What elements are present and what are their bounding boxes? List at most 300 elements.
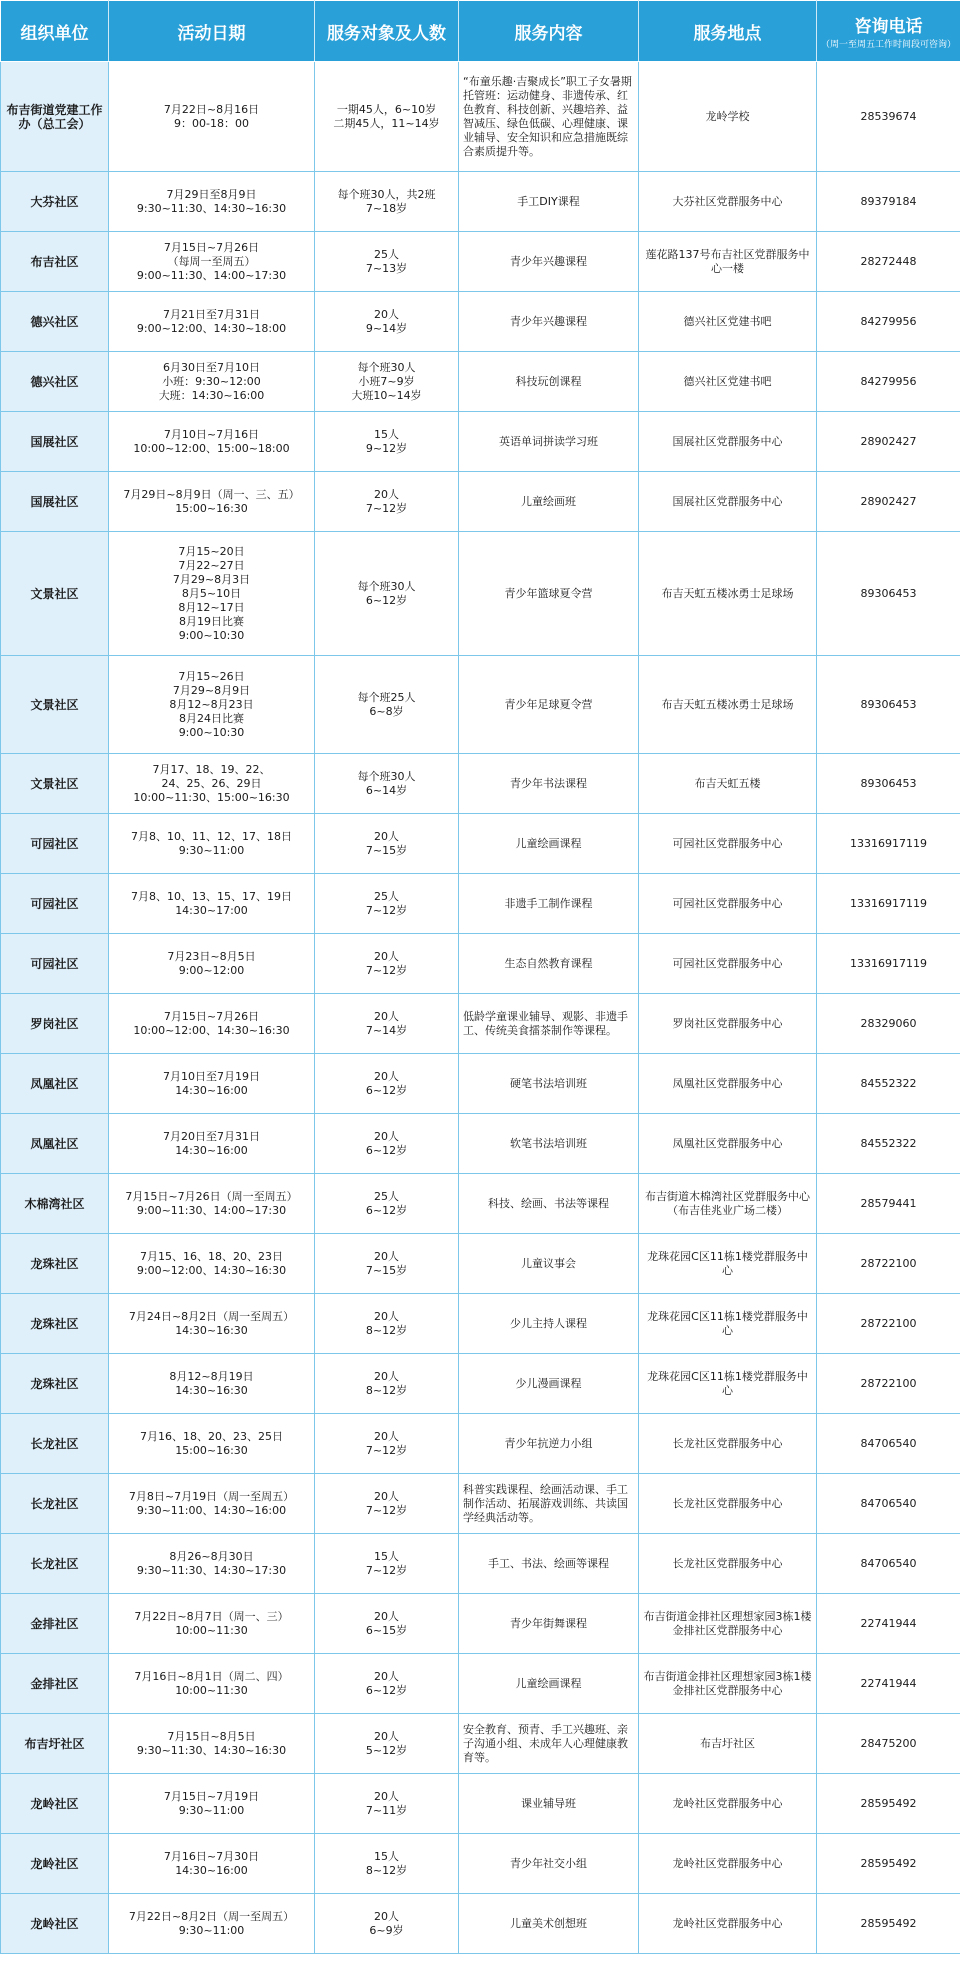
target-line: 7~12岁 <box>365 501 408 515</box>
place-text: 龙珠花园C区11栋1楼党群服务中心 <box>647 1309 808 1337</box>
phone-number: 13316917119 <box>850 896 927 910</box>
content-cell <box>459 172 639 232</box>
org-name: 长龙社区 <box>30 1496 79 1511</box>
content-cell <box>459 1534 639 1594</box>
place-text: 龙珠花园C区11栋1楼党群服务中心 <box>647 1369 808 1397</box>
target-line: 20人 <box>374 1009 399 1023</box>
content-cell <box>459 754 639 814</box>
target-line: 8~12岁 <box>365 1863 408 1877</box>
target-cell <box>315 352 459 412</box>
target-line: 6~12岁 <box>365 1083 408 1097</box>
phone-number: 28595492 <box>860 1796 917 1810</box>
date-cell <box>109 1294 315 1354</box>
org-name: 金排社区 <box>30 1676 79 1691</box>
org-name: 木棉湾社区 <box>24 1196 85 1211</box>
target-line: 15人 <box>374 1549 399 1563</box>
date-cell <box>109 1834 315 1894</box>
date-cell <box>109 472 315 532</box>
date-line: 7月20日至7月31日 <box>163 1129 260 1143</box>
date-line: 7月29~8月9日 <box>172 683 251 697</box>
content-text: 儿童议事会 <box>521 1256 576 1270</box>
org-name: 龙珠社区 <box>30 1256 79 1271</box>
date-line: 8月12~8月19日 <box>169 1369 254 1383</box>
phone-number: 28475200 <box>860 1736 917 1750</box>
place-text: 凤凰社区党群服务中心 <box>672 1136 783 1150</box>
content-text: 手工DIY课程 <box>517 194 580 208</box>
phone-cell <box>817 1534 960 1594</box>
place-cell <box>639 1774 817 1834</box>
date-line: 7月22~27日 <box>178 558 245 572</box>
target-cell <box>315 814 459 874</box>
phone-cell <box>817 532 960 656</box>
date-cell <box>109 874 315 934</box>
org-name: 龙岭社区 <box>30 1916 79 1931</box>
org-cell <box>1 62 109 172</box>
phone-number: 84552322 <box>860 1136 917 1150</box>
org-cell <box>1 352 109 412</box>
date-line: 10:00~11:30 <box>175 1623 248 1637</box>
org-cell <box>1 1714 109 1774</box>
target-cell <box>315 1534 459 1594</box>
place-cell <box>639 1714 817 1774</box>
target-line: 8~12岁 <box>365 1323 408 1337</box>
place-cell <box>639 1474 817 1534</box>
date-line: 7月29~8月3日 <box>172 572 251 586</box>
org-cell <box>1 1234 109 1294</box>
target-line: 一期45人，6~10岁 <box>336 102 437 116</box>
target-line: 20人 <box>374 1309 399 1323</box>
date-line: 7月23日~8月5日 <box>167 949 256 963</box>
date-line: 7月22日~8月2日（周一至周五） <box>128 1909 295 1923</box>
target-line: 20人 <box>374 307 399 321</box>
date-line: 7月22日~8月16日 <box>163 102 260 116</box>
phone-cell <box>817 1414 960 1474</box>
target-line: 7~15岁 <box>365 843 408 857</box>
target-line: 7~12岁 <box>365 963 408 977</box>
date-cell <box>109 1114 315 1174</box>
date-line: 10:00~12:00、15:00~18:00 <box>133 441 290 455</box>
date-line: 9:30~11:00 <box>178 1803 245 1817</box>
place-cell <box>639 292 817 352</box>
org-name: 布吉社区 <box>30 254 79 269</box>
place-text: 布吉街道金排社区理想家园3栋1楼金排社区党群服务中心 <box>643 1609 812 1637</box>
date-line: 14:30~16:00 <box>175 1863 248 1877</box>
content-text: 青少年书法课程 <box>510 776 587 790</box>
org-cell <box>1 1534 109 1594</box>
date-cell <box>109 1774 315 1834</box>
table-row <box>1 1714 960 1774</box>
place-text: 布吉天虹五楼 <box>694 776 761 790</box>
place-cell <box>639 1354 817 1414</box>
date-cell <box>109 1234 315 1294</box>
content-cell <box>459 1414 639 1474</box>
phone-cell <box>817 412 960 472</box>
header-row <box>1 1 960 62</box>
date-line: 10:00~12:00、14:30~16:30 <box>133 1023 290 1037</box>
phone-number: 28272448 <box>860 254 917 268</box>
target-line: 20人 <box>374 487 399 501</box>
place-cell <box>639 1114 817 1174</box>
table-row <box>1 1354 960 1414</box>
place-text: 布吉天虹五楼冰勇士足球场 <box>661 586 794 600</box>
org-cell <box>1 1474 109 1534</box>
org-name: 金排社区 <box>30 1616 79 1631</box>
phone-number: 84552322 <box>860 1076 917 1090</box>
place-cell <box>639 1234 817 1294</box>
target-line: 7~11岁 <box>365 1803 408 1817</box>
date-line: 14:30~16:30 <box>175 1383 248 1397</box>
target-line: 大班10~14岁 <box>351 388 422 402</box>
target-line: 20人 <box>374 1909 399 1923</box>
table-row <box>1 1174 960 1234</box>
place-cell <box>639 1654 817 1714</box>
target-line: 20人 <box>374 1369 399 1383</box>
target-cell <box>315 1894 459 1954</box>
header-phone <box>817 1 960 62</box>
target-line: 20人 <box>374 949 399 963</box>
content-text: 儿童美术创想班 <box>510 1916 587 1930</box>
content-text: 安全教育、预青、手工兴趣班、亲子沟通小组、未成年人心理健康教育等。 <box>463 1722 628 1764</box>
phone-number: 28539674 <box>860 109 917 123</box>
content-text: 英语单词拼读学习班 <box>499 434 598 448</box>
content-text: 科技、绘画、书法等课程 <box>488 1196 609 1210</box>
target-line: 7~12岁 <box>365 903 408 917</box>
content-cell <box>459 994 639 1054</box>
phone-number: 84706540 <box>860 1436 917 1450</box>
table-row <box>1 232 960 292</box>
header-date-label: 活动日期 <box>177 23 246 44</box>
target-line: 7~13岁 <box>365 261 408 275</box>
header-phone-label: 咨询电话 <box>854 16 923 37</box>
phone-cell <box>817 1834 960 1894</box>
place-text: 龙珠花园C区11栋1楼党群服务中心 <box>647 1249 808 1277</box>
org-cell <box>1 532 109 656</box>
content-cell <box>459 656 639 754</box>
table-body <box>1 62 960 1954</box>
table-row <box>1 352 960 412</box>
place-cell <box>639 874 817 934</box>
target-cell <box>315 1774 459 1834</box>
org-cell <box>1 874 109 934</box>
header-phone-note: （周一至周五工作时间段可咨询） <box>821 39 957 50</box>
phone-cell <box>817 1354 960 1414</box>
phone-number: 89306453 <box>860 697 917 711</box>
phone-number: 28579441 <box>860 1196 917 1210</box>
date-line: 9:00~12:00、14:30~16:30 <box>136 1263 287 1277</box>
date-line: 6月30日至7月10日 <box>163 360 260 374</box>
target-cell <box>315 1594 459 1654</box>
date-line: 7月16日~7月30日 <box>163 1849 260 1863</box>
phone-cell <box>817 1114 960 1174</box>
target-line: 7~12岁 <box>365 1443 408 1457</box>
date-line: 15:00~16:30 <box>175 501 248 515</box>
org-cell <box>1 1294 109 1354</box>
place-text: 布吉街道木棉湾社区党群服务中心（布吉佳兆业广场二楼） <box>645 1189 810 1217</box>
date-line: 14:30~16:00 <box>175 1083 248 1097</box>
content-cell <box>459 412 639 472</box>
date-line: 9:30~11:00 <box>178 843 245 857</box>
table-row <box>1 1534 960 1594</box>
phone-number: 89379184 <box>860 194 917 208</box>
target-cell <box>315 1114 459 1174</box>
phone-cell <box>817 172 960 232</box>
date-cell <box>109 1534 315 1594</box>
table-row <box>1 412 960 472</box>
place-cell <box>639 754 817 814</box>
place-text: 长龙社区党群服务中心 <box>672 1556 783 1570</box>
date-line: 7月22日~8月7日（周一、三） <box>134 1609 289 1623</box>
target-cell <box>315 1174 459 1234</box>
date-line: 7月16、18、20、23、25日 <box>140 1429 283 1443</box>
place-cell <box>639 412 817 472</box>
header-content <box>459 1 639 62</box>
place-text: 龙岭社区党群服务中心 <box>672 1856 783 1870</box>
table-row <box>1 994 960 1054</box>
place-cell <box>639 814 817 874</box>
date-cell <box>109 1594 315 1654</box>
place-cell <box>639 232 817 292</box>
header-place-label: 服务地点 <box>693 23 762 44</box>
place-cell <box>639 1534 817 1594</box>
date-cell <box>109 292 315 352</box>
place-cell <box>639 62 817 172</box>
phone-cell <box>817 1654 960 1714</box>
org-cell <box>1 1894 109 1954</box>
org-cell <box>1 1414 109 1474</box>
phone-number: 89306453 <box>860 776 917 790</box>
org-name: 长龙社区 <box>30 1556 79 1571</box>
org-name: 德兴社区 <box>30 374 79 389</box>
target-cell <box>315 292 459 352</box>
date-line: 7月21日至7月31日 <box>163 307 260 321</box>
target-line: 每个班30人 <box>357 579 416 593</box>
place-text: 德兴社区党建书吧 <box>683 314 772 328</box>
place-cell <box>639 1594 817 1654</box>
content-text: 青少年足球夏令营 <box>504 697 593 711</box>
target-cell <box>315 656 459 754</box>
content-cell <box>459 1774 639 1834</box>
date-line: 大班：14:30~16:00 <box>158 388 265 402</box>
date-line: 7月24日~8月2日（周一至周五） <box>128 1309 295 1323</box>
table-row <box>1 1594 960 1654</box>
content-cell <box>459 1654 639 1714</box>
content-cell <box>459 934 639 994</box>
phone-cell <box>817 352 960 412</box>
org-cell <box>1 1114 109 1174</box>
target-line: 15人 <box>374 427 399 441</box>
date-line: 7月10日~7月16日 <box>163 427 260 441</box>
table-row <box>1 1054 960 1114</box>
org-name: 国展社区 <box>30 434 79 449</box>
content-text: 儿童绘画课程 <box>515 836 582 850</box>
date-line: （每周一至周五） <box>167 254 256 268</box>
header-target-label: 服务对象及人数 <box>327 23 446 44</box>
phone-number: 84279956 <box>860 374 917 388</box>
place-cell <box>639 1054 817 1114</box>
table-row <box>1 934 960 994</box>
date-line: 9:00~10:30 <box>178 725 245 739</box>
place-cell <box>639 472 817 532</box>
place-text: 可园社区党群服务中心 <box>672 896 783 910</box>
header-org-label: 组织单位 <box>20 23 89 44</box>
target-line: 每个班30人 <box>357 769 416 783</box>
target-line: 6~12岁 <box>365 593 408 607</box>
content-cell <box>459 1114 639 1174</box>
date-cell <box>109 352 315 412</box>
target-line: 20人 <box>374 1669 399 1683</box>
place-cell <box>639 172 817 232</box>
date-cell <box>109 62 315 172</box>
target-line: 25人 <box>374 1189 399 1203</box>
phone-number: 84279956 <box>860 314 917 328</box>
content-text: 课业辅导班 <box>521 1796 576 1810</box>
table-row <box>1 472 960 532</box>
place-text: 长龙社区党群服务中心 <box>672 1436 783 1450</box>
target-cell <box>315 1354 459 1414</box>
target-line: 6~12岁 <box>365 1203 408 1217</box>
date-line: 7月15日~7月26日（周一至周五） <box>125 1189 298 1203</box>
date-cell <box>109 1474 315 1534</box>
phone-number: 22741944 <box>860 1616 917 1630</box>
target-cell <box>315 62 459 172</box>
target-line: 20人 <box>374 1609 399 1623</box>
phone-number: 28722100 <box>860 1316 917 1330</box>
content-cell <box>459 1174 639 1234</box>
content-cell <box>459 1354 639 1414</box>
phone-number: 13316917119 <box>850 956 927 970</box>
org-name: 文景社区 <box>30 697 79 712</box>
date-cell <box>109 412 315 472</box>
content-cell <box>459 1234 639 1294</box>
date-cell <box>109 1654 315 1714</box>
place-cell <box>639 934 817 994</box>
content-cell <box>459 1894 639 1954</box>
org-cell <box>1 1354 109 1414</box>
target-cell <box>315 472 459 532</box>
date-line: 14:30~16:30 <box>175 1323 248 1337</box>
phone-cell <box>817 1594 960 1654</box>
content-cell <box>459 1714 639 1774</box>
content-text: 手工、书法、绘画等课程 <box>488 1556 609 1570</box>
content-cell <box>459 62 639 172</box>
target-line: 20人 <box>374 1249 399 1263</box>
table-row <box>1 656 960 754</box>
org-name: 可园社区 <box>30 896 79 911</box>
phone-cell <box>817 1174 960 1234</box>
content-text: 青少年篮球夏令营 <box>504 586 593 600</box>
target-line: 6~14岁 <box>365 783 408 797</box>
table-row <box>1 814 960 874</box>
org-name: 龙岭社区 <box>30 1796 79 1811</box>
org-cell <box>1 1834 109 1894</box>
target-line: 7~12岁 <box>365 1503 408 1517</box>
target-cell <box>315 412 459 472</box>
org-cell <box>1 994 109 1054</box>
org-cell <box>1 1054 109 1114</box>
place-text: 可园社区党群服务中心 <box>672 836 783 850</box>
target-cell <box>315 532 459 656</box>
table-row <box>1 62 960 172</box>
place-cell <box>639 1294 817 1354</box>
place-cell <box>639 532 817 656</box>
phone-cell <box>817 1294 960 1354</box>
content-text: 儿童绘画班 <box>521 494 576 508</box>
date-line: 10:00~11:30 <box>175 1683 248 1697</box>
content-cell <box>459 1054 639 1114</box>
phone-cell <box>817 754 960 814</box>
date-line: 小班：9:30~12:00 <box>162 374 261 388</box>
date-cell <box>109 172 315 232</box>
content-cell <box>459 532 639 656</box>
date-line: 7月15、16、18、20、23日 <box>140 1249 283 1263</box>
target-cell <box>315 934 459 994</box>
date-line: 7月8、10、13、15、17、19日 <box>131 889 292 903</box>
table-row <box>1 292 960 352</box>
phone-number: 28595492 <box>860 1856 917 1870</box>
target-cell <box>315 1414 459 1474</box>
target-cell <box>315 874 459 934</box>
org-name: 可园社区 <box>30 956 79 971</box>
header-place <box>639 1 817 62</box>
target-line: 7~12岁 <box>365 1563 408 1577</box>
content-text: 科技玩创课程 <box>515 374 582 388</box>
phone-cell <box>817 814 960 874</box>
org-cell <box>1 814 109 874</box>
target-cell <box>315 1054 459 1114</box>
target-line: 20人 <box>374 1489 399 1503</box>
date-line: 8月24日比赛 <box>179 711 244 725</box>
place-cell <box>639 1414 817 1474</box>
table-row <box>1 532 960 656</box>
phone-cell <box>817 1894 960 1954</box>
place-text: 大芬社区党群服务中心 <box>672 194 783 208</box>
place-cell <box>639 1834 817 1894</box>
target-line: 6~15岁 <box>365 1623 408 1637</box>
table-row <box>1 1234 960 1294</box>
date-line: 9:00~12:00 <box>178 963 245 977</box>
table-row <box>1 1654 960 1714</box>
org-cell <box>1 472 109 532</box>
content-cell <box>459 1834 639 1894</box>
org-cell <box>1 232 109 292</box>
date-line: 7月15~20日 <box>178 544 245 558</box>
date-cell <box>109 1414 315 1474</box>
date-line: 7月17、18、19、22、 <box>152 762 271 776</box>
content-text: 硬笔书法培训班 <box>510 1076 587 1090</box>
place-text: 凤凰社区党群服务中心 <box>672 1076 783 1090</box>
phone-cell <box>817 1774 960 1834</box>
table-row <box>1 754 960 814</box>
phone-cell <box>817 472 960 532</box>
org-name: 文景社区 <box>30 586 79 601</box>
target-line: 20人 <box>374 1729 399 1743</box>
table-row <box>1 874 960 934</box>
target-line: 20人 <box>374 1069 399 1083</box>
place-text: 莲花路137号布吉社区党群服务中心一楼 <box>645 247 810 275</box>
target-cell <box>315 754 459 814</box>
date-line: 9:30~11:30、14:30~16:30 <box>136 201 287 215</box>
target-line: 20人 <box>374 1429 399 1443</box>
table-row <box>1 1294 960 1354</box>
date-line: 7月16日~8月1日（周二、四） <box>134 1669 289 1683</box>
target-line: 20人 <box>374 829 399 843</box>
phone-cell <box>817 934 960 994</box>
table-row <box>1 1834 960 1894</box>
date-line: 9:30~11:30、14:30~17:30 <box>136 1563 287 1577</box>
date-cell <box>109 1174 315 1234</box>
header-org <box>1 1 109 62</box>
content-cell <box>459 292 639 352</box>
